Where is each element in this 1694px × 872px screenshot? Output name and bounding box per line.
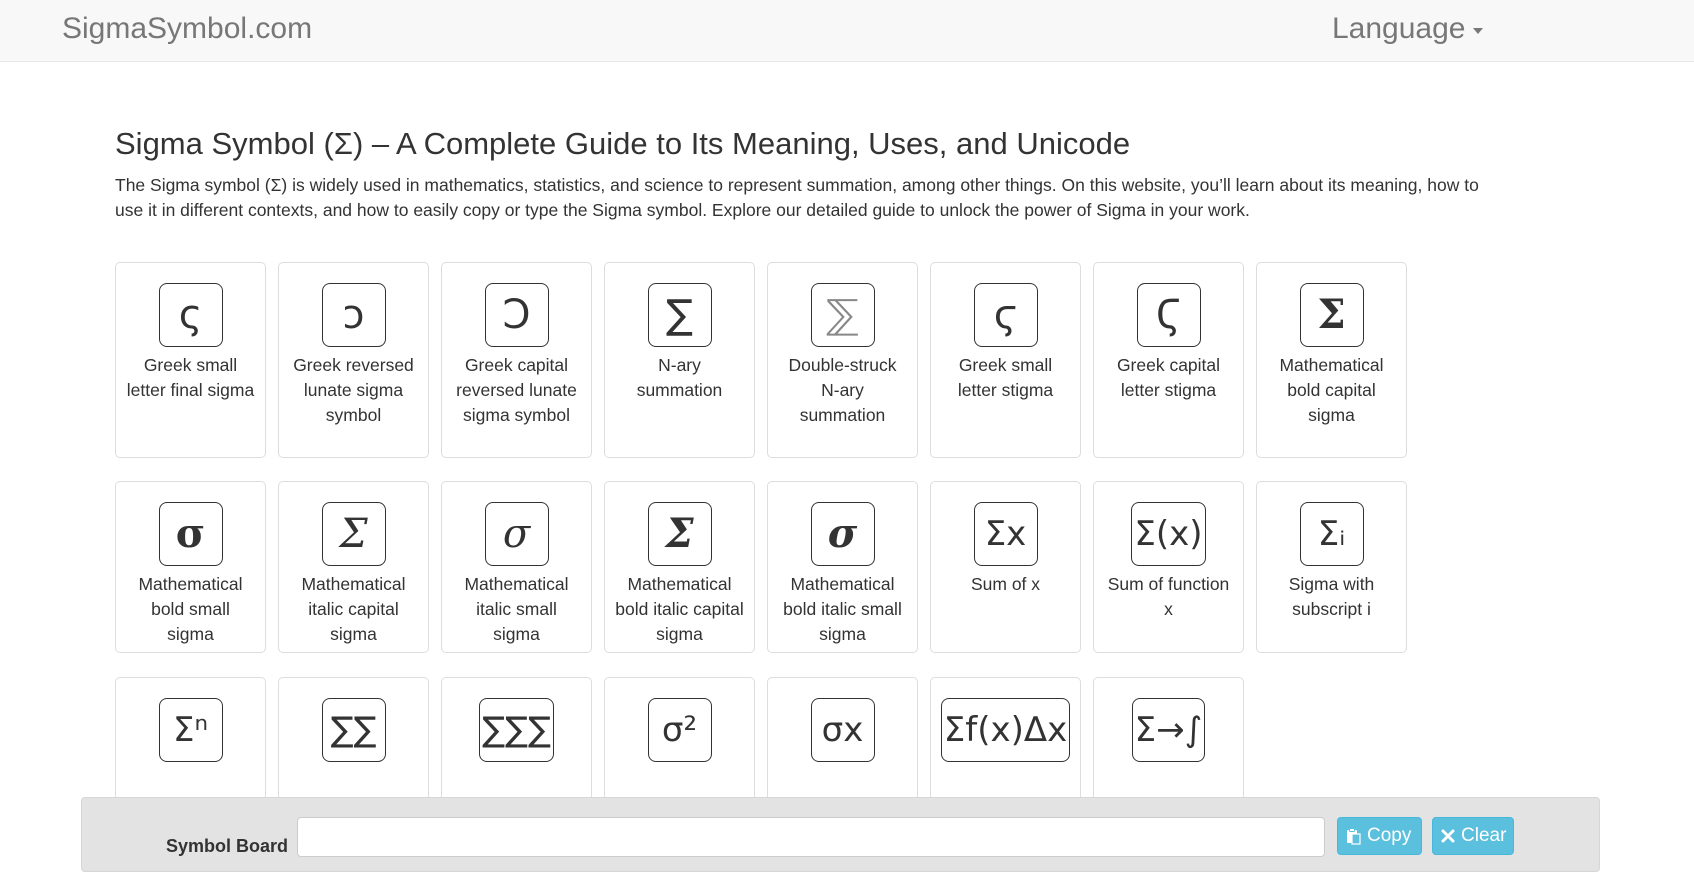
symbol-label: Greek capital reversed lunate sigma symbol [456, 355, 577, 425]
symbol-label: Sigma with subscript i [1288, 574, 1375, 619]
page-title: Sigma Symbol (Σ) – A Complete Guide to Its Meaning, Uses, and Unicode [115, 126, 1131, 161]
symbol-label: Sum of x [970, 574, 1041, 594]
symbol-glyph: ⅀ [811, 283, 875, 347]
symbol-glyph: Σ→∫ [1132, 698, 1206, 762]
symbol-card[interactable] [1256, 262, 1407, 458]
site-brand-link[interactable]: SigmaSymbol.com [62, 12, 313, 45]
symbol-glyph: 𝛔 [159, 502, 223, 566]
symbol-glyph: Ϛ [1137, 283, 1201, 347]
symbol-card[interactable] [115, 262, 266, 458]
copy-button-label: Copy [1367, 825, 1412, 846]
symbol-glyph: 𝝈 [811, 502, 875, 566]
symbol-glyph: σx [811, 698, 875, 762]
symbol-card[interactable] [441, 262, 592, 458]
symbol-label: Mathematical italic capital sigma [301, 574, 406, 644]
symbol-board-input[interactable] [297, 817, 1325, 857]
symbol-glyph: ∑∑∑ [479, 698, 554, 762]
symbol-glyph: 𝜮 [648, 502, 712, 566]
symbol-label: Mathematical italic small sigma [464, 574, 569, 644]
close-icon [1441, 829, 1455, 843]
symbol-glyph: Σᵢ [1300, 502, 1364, 566]
symbol-label: N-ary summation [636, 355, 723, 400]
symbol-label: Greek capital letter stigma [1116, 355, 1221, 400]
symbol-grid [115, 262, 1505, 802]
symbol-card[interactable] [1256, 481, 1407, 653]
symbol-card[interactable] [930, 481, 1081, 653]
symbol-card[interactable] [278, 262, 429, 458]
symbol-glyph: ∑ [648, 283, 712, 347]
symbol-card[interactable] [930, 262, 1081, 458]
symbol-card[interactable] [604, 481, 755, 653]
copy-button[interactable] [1337, 817, 1422, 855]
language-dropdown[interactable] [1332, 12, 1483, 46]
symbol-glyph: ϛ [974, 283, 1038, 347]
symbol-card[interactable] [278, 481, 429, 653]
symbol-card[interactable] [1093, 481, 1244, 653]
symbol-glyph: 𝜎 [485, 502, 549, 566]
symbol-card[interactable] [604, 262, 755, 458]
clear-button[interactable] [1432, 817, 1514, 855]
symbol-glyph: ∑∑ [322, 698, 386, 762]
symbol-glyph: Σ(x) [1131, 502, 1205, 566]
intro-paragraph: The Sigma symbol (Σ) is widely used in mathematics, statistics, and science to represent summation, among other things. On this website, you’ll learn about its meaning, how to use it in different contexts, and how to easily copy or type the Sigma symbol. Explore our detailed guide to unlock the power of Sigma in your work. [115, 175, 1479, 220]
caret-down-icon [1473, 28, 1483, 34]
symbol-glyph: ͻ [322, 283, 386, 347]
symbol-label: Double-struck N-ary summation [788, 355, 897, 425]
clipboard-icon [1346, 828, 1361, 845]
symbol-card[interactable] [767, 481, 918, 653]
symbol-glyph: Σⁿ [159, 698, 223, 762]
symbol-card[interactable] [115, 481, 266, 653]
symbol-card[interactable] [767, 262, 918, 458]
language-dropdown-label: Language [1332, 12, 1466, 45]
symbol-glyph: Ͻ [485, 283, 549, 347]
symbol-label: Greek reversed lunate sigma symbol [293, 355, 414, 425]
clear-button-label: Clear [1461, 825, 1507, 846]
symbol-glyph: σ² [648, 698, 712, 762]
symbol-label: Greek small letter final sigma [126, 355, 255, 400]
top-navbar [0, 0, 1694, 62]
symbol-label: Sum of function x [1107, 574, 1230, 619]
symbol-card[interactable] [441, 481, 592, 653]
symbol-glyph: 𝛴 [322, 502, 386, 566]
symbol-label: Greek small letter stigma [957, 355, 1054, 400]
symbol-glyph: 𝚺 [1300, 283, 1364, 347]
symbol-glyph: ς [159, 283, 223, 347]
symbol-label: Mathematical bold italic capital sigma [615, 574, 744, 644]
symbol-glyph: Σx [974, 502, 1038, 566]
symbol-label: Mathematical bold capital sigma [1279, 355, 1384, 425]
symbol-board-label: Symbol Board [166, 836, 289, 856]
symbol-label: Mathematical bold small sigma [138, 574, 243, 644]
symbol-label: Mathematical bold italic small sigma [783, 574, 902, 644]
symbol-glyph: Σf(x)Δx [941, 698, 1070, 762]
symbol-board [81, 797, 1600, 872]
symbol-card[interactable] [1093, 262, 1244, 458]
